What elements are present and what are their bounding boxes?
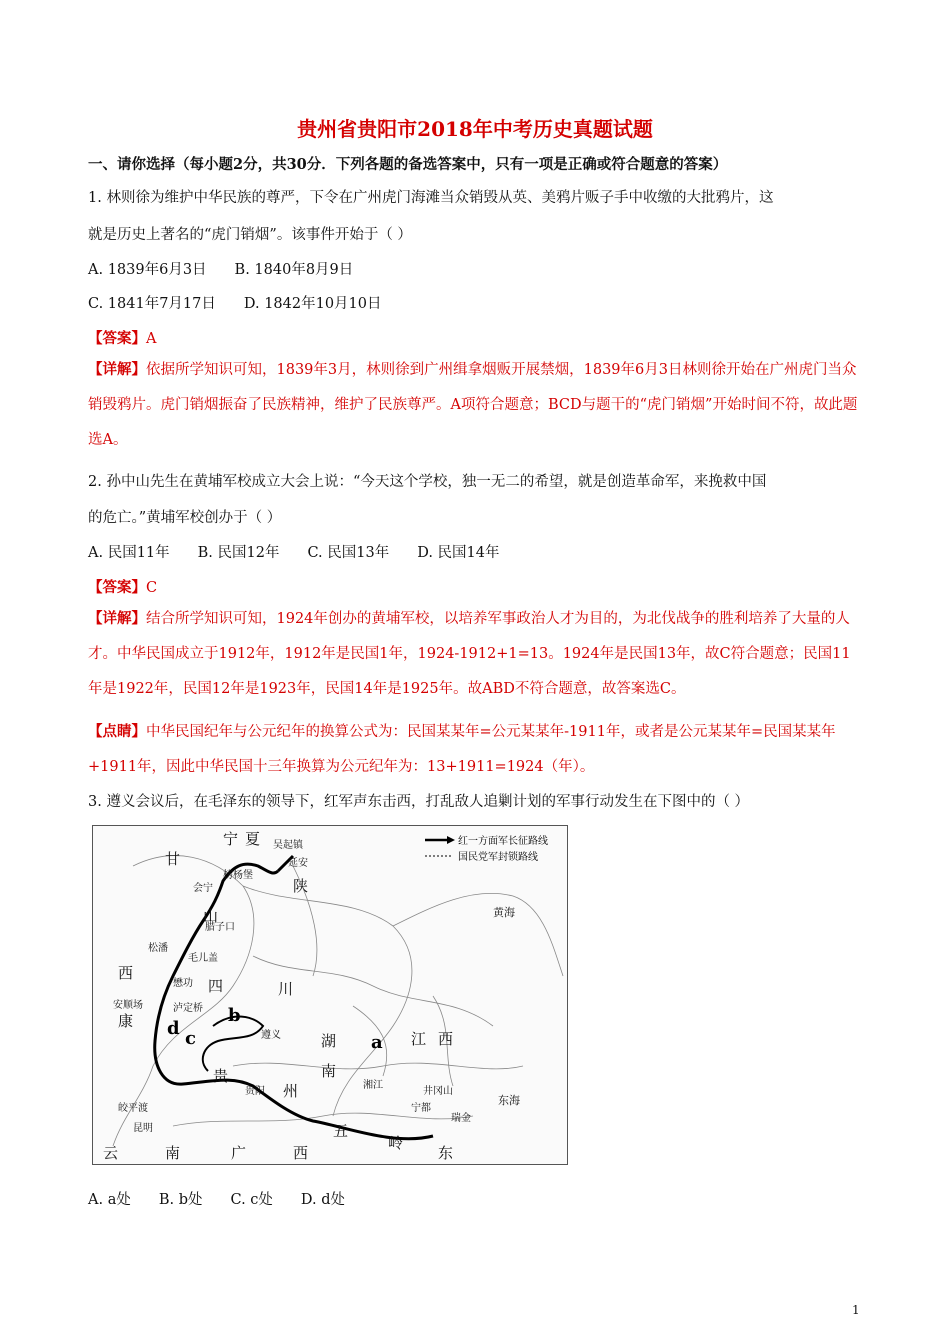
q2-detail-tag: 【详解】 — [88, 610, 146, 627]
marker-a: a — [371, 1032, 383, 1053]
place-ludingqiao: 泸定桥 — [173, 1003, 203, 1014]
province-kang: 康 — [118, 1012, 134, 1030]
q2-answer — [88, 576, 157, 597]
province-yunnan-nan: 南 — [165, 1144, 181, 1162]
province-guang: 广 — [231, 1144, 247, 1162]
q1-answer-tag: 【答案】 — [88, 330, 146, 347]
place-wuqizhen: 吴起镇 — [273, 840, 303, 851]
province-jiang: 江 — [411, 1030, 427, 1048]
q2-option-a: A. 民国11年 — [88, 545, 170, 561]
q3-options — [88, 1188, 373, 1209]
q1-option-d: D. 1842年10月10日 — [243, 296, 382, 312]
province-xi-kang: 西 — [118, 964, 134, 982]
province-guangxi-xi: 西 — [293, 1144, 309, 1162]
province-wu: 五 — [333, 1122, 349, 1140]
sea-donghai: 东海 — [498, 1094, 520, 1107]
q1-detail-text: 依据所学知识可知，1839年3月，林则徐到广州缉拿烟贩开展禁烟，1839年6月3日林则徐开始在广州虎门当众销毁鸦片。虎门销烟振奋了民族精神，维护了民族尊严。A项符合题意；BCD与题干的“虎门销烟”开始时间不符，故此题选A。 — [88, 362, 858, 448]
province-chuan: 川 — [278, 980, 294, 998]
q3-option-c: C. c处 — [230, 1192, 273, 1208]
q2-option-d: D. 民国14年 — [417, 545, 500, 561]
place-maogong: 懋功 — [173, 978, 193, 989]
place-zunyi: 遵义 — [261, 1030, 281, 1041]
place-kunming: 昆明 — [133, 1123, 153, 1134]
province-shaan: 陕 — [293, 877, 309, 895]
q3-option-b: B. b处 — [158, 1192, 203, 1208]
province-zhou: 州 — [283, 1082, 299, 1100]
place-huining: 会宁 — [193, 883, 213, 894]
province-gan: 甘 — [165, 850, 181, 868]
place-jiaopingdu: 皎平渡 — [118, 1103, 148, 1114]
q1-option-c: C. 1841年7月17日 — [88, 296, 216, 312]
place-songpan: 松潘 — [148, 943, 168, 954]
legend-arrow-icon — [447, 836, 455, 844]
section-heading: 一、请你选择（每小题2分，共30分．下列各题的备选答案中，只有一项是正确或符合题意的答案） — [88, 156, 728, 173]
q1-stem-line2: 就是历史上著名的“虎门销烟”。该事件开始于（ ） — [88, 227, 412, 243]
q1-option-a: A. 1839年6月3日 — [88, 262, 207, 278]
q2-note-text: 中华民国纪年与公元纪年的换算公式为：民国某某年=公元某某年-1911年，或者是公元某某年=民国某某年+1911年，因此中华民国十三年换算为公元纪年为：13+1911=1924（年）。 — [88, 724, 836, 775]
q3-option-d: D. d处 — [300, 1192, 346, 1208]
legend-block-label: 国民党军封锁路线 — [458, 852, 538, 863]
q1-answer — [88, 327, 156, 348]
q2-options — [88, 541, 528, 562]
marker-c: c — [185, 1028, 196, 1049]
q2-answer-tag: 【答案】 — [88, 579, 146, 596]
page-number: 1 — [852, 1303, 860, 1317]
province-shan: 山 — [203, 907, 219, 925]
province-xia: 夏 — [245, 830, 261, 848]
page-title: 贵州省贵阳市2018年中考历史真题试题 — [297, 117, 653, 141]
place-bangyangbao: 榜杨堡 — [223, 870, 253, 881]
q2-stem-line1: 2. 孙中山先生在黄埔军校成立大会上说：“今天这个学校，独一无二的希望，就是创造革命军，来挽救中国 — [88, 474, 767, 490]
q1-option-b: B. 1840年8月9日 — [234, 262, 354, 278]
province-hu: 湖 — [321, 1032, 337, 1050]
province-yun: 云 — [103, 1144, 119, 1162]
place-lazikou: 腊子口 — [205, 922, 235, 933]
province-si: 四 — [208, 977, 224, 995]
province-ning: 宁 — [223, 830, 239, 848]
place-ningdu: 宁都 — [411, 1103, 431, 1114]
q2-stem-line2: 的危亡。”黄埔军校创办于（ ） — [88, 510, 282, 526]
q2-option-b: B. 民国12年 — [197, 545, 280, 561]
place-anshunchang: 安顺场 — [113, 1000, 143, 1011]
marker-b: b — [228, 1005, 241, 1026]
marker-d: d — [167, 1018, 180, 1039]
q2-note — [88, 714, 864, 785]
province-ling: 岭 — [388, 1134, 404, 1152]
q1-detail-tag: 【详解】 — [88, 361, 146, 378]
place-ruijin: 瑞金 — [451, 1113, 471, 1124]
q1-answer-value: A — [146, 331, 157, 347]
map-drawing — [93, 826, 567, 1164]
province-dong: 东 — [438, 1144, 454, 1162]
place-maoergai: 毛儿盖 — [188, 953, 218, 964]
place-guiyang: 贵阳 — [245, 1086, 265, 1097]
q1-options-row1 — [88, 258, 381, 279]
sea-huanghai: 黄海 — [493, 906, 515, 919]
legend-route-label: 红一方面军长征路线 — [458, 836, 548, 847]
province-borders — [113, 856, 563, 1146]
q3-stem: 3. 遵义会议后，在毛泽东的领导下，红军声东击西，打乱敌人追剿计划的军事行动发生在下图中的（ ） — [88, 794, 750, 810]
place-jinggangshan: 井冈山 — [423, 1086, 453, 1097]
province-xi: 西 — [438, 1030, 454, 1048]
q2-detail-text: 结合所学知识可知，1924年创办的黄埔军校，以培养军事政治人才为目的，为北伐战争的胜利培养了大量的人才。中华民国成立于1912年，1912年是民国1年，1924-1912+1=13。1924年是民国13年，故C符合题意；民国11年是1922年，民国12年是1923年，民国14年是1925年。故ABD不符合题意，故答案选C。 — [88, 611, 851, 697]
q3-option-a: A. a处 — [88, 1192, 131, 1208]
q1-options-row2 — [88, 292, 410, 313]
q2-option-c: C. 民国13年 — [307, 545, 390, 561]
place-yanan: 延安 — [288, 858, 308, 869]
province-nan: 南 — [321, 1062, 337, 1080]
q1-detail — [88, 352, 864, 458]
q2-detail — [88, 601, 864, 707]
q2-note-tag: 【点睛】 — [88, 723, 146, 740]
q2-answer-value: C — [146, 580, 158, 596]
province-gui: 贵 — [213, 1067, 229, 1085]
long-march-map — [92, 825, 568, 1165]
q1-stem-line1: 1. 林则徐为维护中华民族的尊严，下令在广州虎门海滩当众销毁从英、美鸦片贩子手中收缴的大批鸦片，这 — [88, 190, 774, 206]
place-xiangjiang: 湘江 — [363, 1080, 383, 1091]
